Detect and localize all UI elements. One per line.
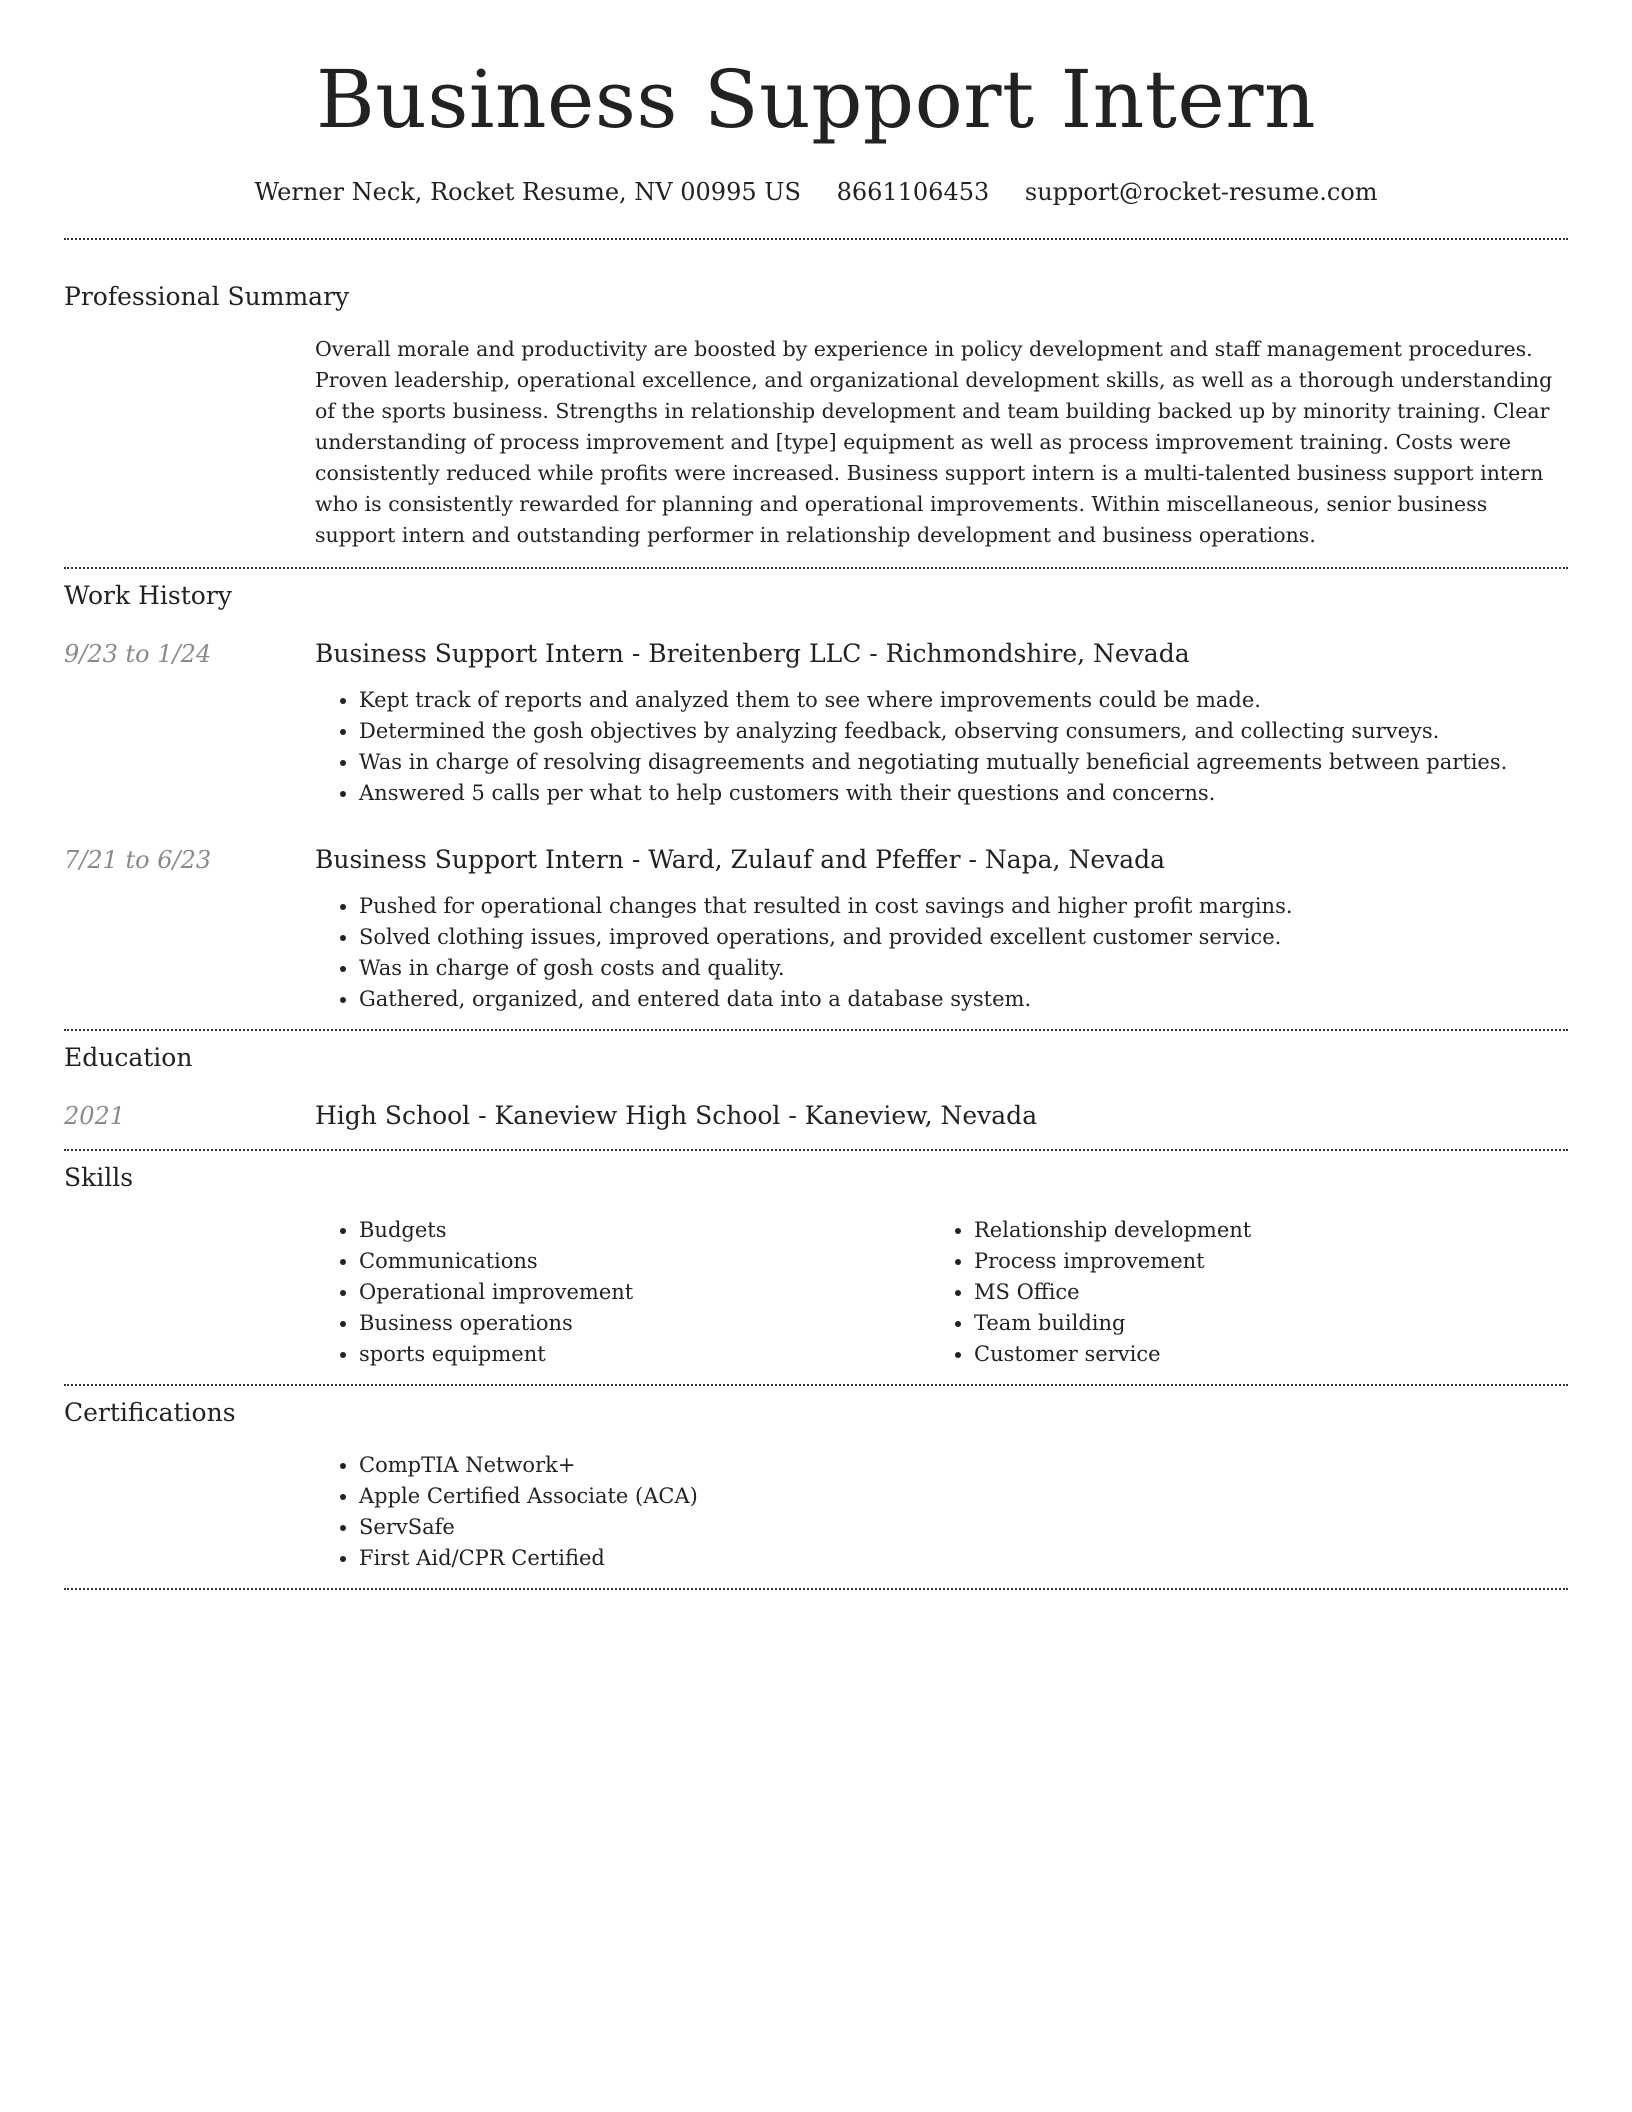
- section-heading-work: Work History: [64, 581, 232, 610]
- list-item: • Apple Certified Associate (ACA): [359, 1481, 1568, 1512]
- education-year: 2021: [64, 1102, 126, 1130]
- education-title: High School - Kaneview High School - Kaneview, Nevada: [315, 1101, 1038, 1130]
- skills-column-left: [315, 1215, 930, 1370]
- skills-column-right: [930, 1215, 1545, 1370]
- list-item: • Answered 5 calls per what to help customers with their questions and concerns.: [359, 778, 1568, 809]
- section-skills: [64, 1151, 1568, 1370]
- summary-content: [315, 334, 1568, 551]
- list-item: • Process improvement: [974, 1246, 1545, 1277]
- list-item: • CompTIA Network+: [359, 1450, 1568, 1481]
- list-item: • Determined the gosh objectives by analyzing feedback, observing consumers, and collecting surveys.: [359, 716, 1568, 747]
- divider: [64, 1588, 1568, 1590]
- job-bullets: [315, 685, 1568, 809]
- list-item: • Kept track of reports and analyzed them to see where improvements could be made.: [359, 685, 1568, 716]
- list-item: • Team building: [974, 1308, 1545, 1339]
- section-education: [64, 1031, 1568, 1133]
- summary-text: Overall morale and productivity are boosted by experience in policy development and staff management procedures. Proven leadership, operational excellence, and organizational development skills, as well as a thorough understanding of the sports business. Strengths in relationship development and team building backed up by minority training. Clear understanding of process improvement and [type] equipment as well as process improvement training. Costs were consistently reduced while profits were increased. Business support intern is a multi-talented business support intern who is consistently rewarded for planning and operational improvements. Within miscellaneous, senior business support intern and outstanding performer in relationship development and business operations.: [315, 337, 1553, 547]
- job-entry: [64, 843, 1568, 1015]
- list-item: • MS Office: [974, 1277, 1545, 1308]
- certifications-list: [315, 1450, 1568, 1574]
- section-heading-certifications: Certifications: [64, 1398, 236, 1427]
- skills-grid: [315, 1215, 1568, 1370]
- list-item: • Customer service: [974, 1339, 1545, 1370]
- job-title: Business Support Intern - Breitenberg LLC - Richmondshire, Nevada: [315, 639, 1190, 668]
- job-entry: [64, 637, 1568, 809]
- list-item: • Was in charge of resolving disagreements and negotiating mutually beneficial agreements between parties.: [359, 747, 1568, 778]
- list-item: • First Aid/CPR Certified: [359, 1543, 1568, 1574]
- job-bullets: [315, 891, 1568, 1015]
- resume-page: [64, 0, 1568, 1590]
- contact-phone: 8661106453: [836, 178, 990, 206]
- section-heading-skills: Skills: [64, 1163, 134, 1192]
- contact-address: Werner Neck, Rocket Resume, NV 00995 US: [254, 178, 801, 206]
- list-item: • Communications: [359, 1246, 930, 1277]
- list-item: • Relationship development: [974, 1215, 1545, 1246]
- contact-line: [64, 176, 1568, 208]
- list-item: • Budgets: [359, 1215, 930, 1246]
- contact-email: support@rocket-resume.com: [1024, 178, 1378, 206]
- education-entry: [64, 1099, 1568, 1133]
- job-title: Business Support Intern - Ward, Zulauf and Pfeffer - Napa, Nevada: [315, 845, 1166, 874]
- list-item: • Gathered, organized, and entered data into a database system.: [359, 984, 1568, 1015]
- list-item: • Business operations: [359, 1308, 930, 1339]
- list-item: • ServSafe: [359, 1512, 1568, 1543]
- list-item: • sports equipment: [359, 1339, 930, 1370]
- list-item: • Was in charge of gosh costs and quality.: [359, 953, 1568, 984]
- section-heading-education: Education: [64, 1043, 193, 1072]
- section-work-history: [64, 569, 1568, 1015]
- section-heading-summary: Professional Summary: [64, 282, 350, 311]
- list-item: • Operational improvement: [359, 1277, 930, 1308]
- resume-title: Business Support Intern: [316, 53, 1316, 146]
- job-dates: 9/23 to 1/24: [64, 640, 212, 668]
- resume-header: [64, 0, 1568, 208]
- section-summary: [64, 240, 1568, 551]
- section-certifications: [64, 1386, 1568, 1574]
- list-item: • Pushed for operational changes that resulted in cost savings and higher profit margins.: [359, 891, 1568, 922]
- job-dates: 7/21 to 6/23: [64, 846, 212, 874]
- list-item: • Solved clothing issues, improved operations, and provided excellent customer service.: [359, 922, 1568, 953]
